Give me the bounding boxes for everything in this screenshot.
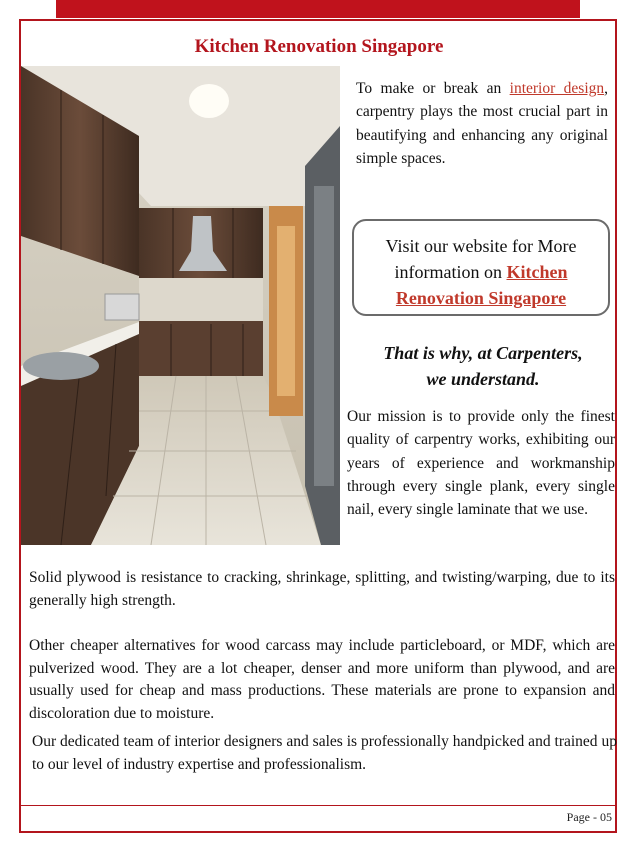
- mission-paragraph: Our mission is to provide only the finest quality of carpentry works, exhibiting our years of experience and workmanship through every single plank, every single nail, every single laminate that we use.: [347, 408, 615, 519]
- tagline: [352, 340, 614, 392]
- footer-divider: [21, 805, 615, 806]
- interior-design-link[interactable]: interior design: [509, 80, 605, 97]
- top-accent-bar: [56, 0, 580, 18]
- tagline-line-2: we understand.: [426, 369, 540, 389]
- alternatives-paragraph: Other cheaper alternatives for wood carcass may include particleboard, or MDF, which are pulverized wood. They are a lot cheaper, denser and more uniform than plywood, and are usually used for cheap and mass productions. These materials are prone to expansion and discoloration due to moisture.: [29, 637, 615, 722]
- page-number: Page - 05: [566, 810, 612, 824]
- callout-text: Visit our website for More information on: [385, 236, 577, 282]
- page-title: Kitchen Renovation Singapore: [194, 36, 444, 57]
- tagline-line-1: That is why, at Carpenters,: [383, 343, 583, 363]
- intro-text-after: , carpentry plays the most crucial part in beautifying and enhancing any original simple spaces.: [356, 80, 608, 167]
- team-paragraph: Our dedicated team of interior designers and sales is professionally handpicked and trained up to our level of industry expertise and professionalism.: [32, 733, 617, 773]
- website-callout-box: [352, 219, 610, 316]
- intro-paragraph: [356, 77, 608, 170]
- plywood-paragraph: Solid plywood is resistance to cracking, shrinkage, splitting, and twisting/warping, due to its generally high strength.: [29, 569, 615, 609]
- kitchen-photo: [21, 66, 340, 545]
- intro-text-before: To make or break an: [356, 80, 510, 97]
- kitchen-renovation-link[interactable]: Kitchen Renovation Singapore: [395, 262, 568, 308]
